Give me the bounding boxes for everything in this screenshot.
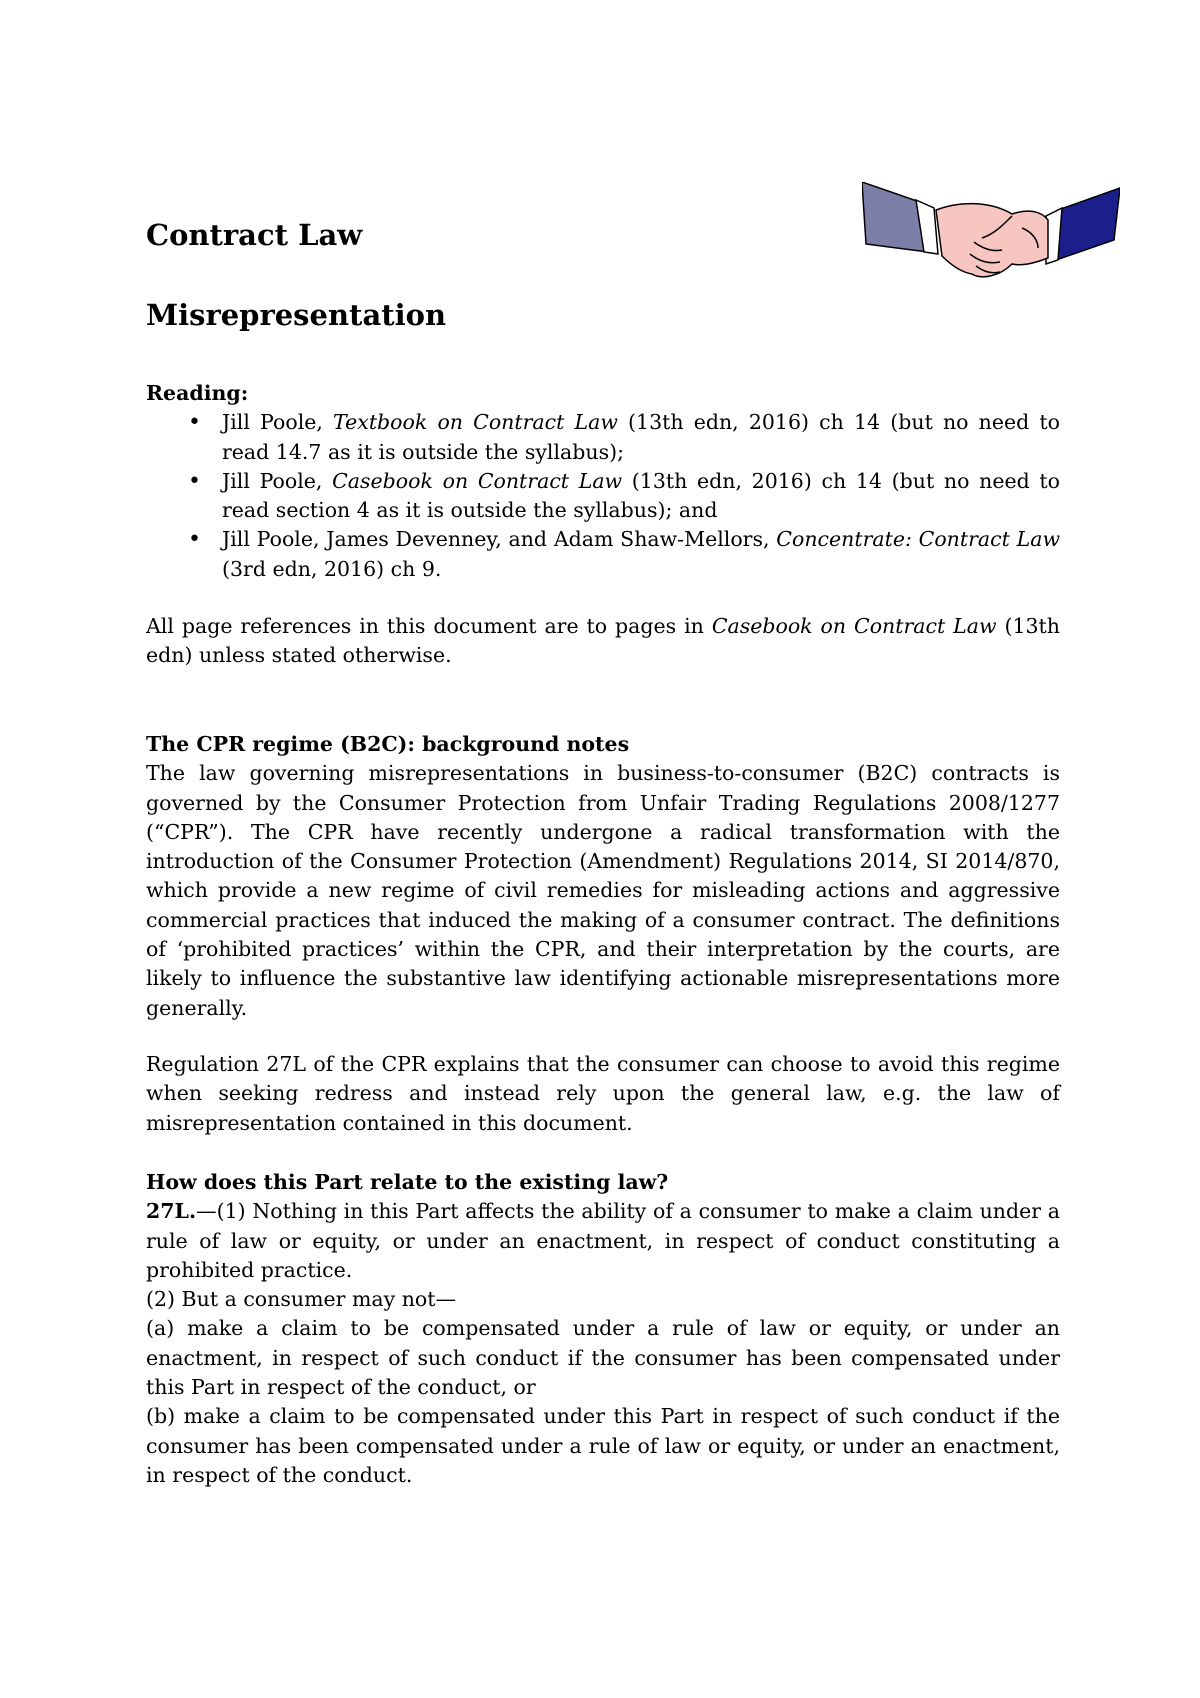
reading-list	[146, 408, 1060, 584]
reading-details: (13th edn, 2016) ch 14 (but no need to read section 4 as it is outside the syllabus); and	[222, 468, 1060, 523]
cpr-heading: The CPR regime (B2C): background notes	[146, 732, 630, 756]
cpr-paragraph: The law governing misrepresentations in business-to-consumer (B2C) contracts is governed by the Consumer Protection from Unfair Trading Regulations 2008/1277 (“CPR”). The CPR have recently undergone a radical transformation with the introduction of the Consumer Protection (Amendment) Regulations 2014, SI 2014/870, which provide a new regime of civil remedies for misleading actions and aggressive commercial practices that induced the making of a consumer contract. The definitions of ‘prohibited practices’ within the CPR, and their interpretation by the courts, are likely to influence the substantive law identifying actionable misrepresentations more generally.	[146, 761, 1060, 1020]
bullet-icon	[188, 408, 208, 437]
reading-details: (3rd edn, 2016) ch 9.	[222, 556, 442, 581]
reading-work: Textbook on Contract Law	[333, 410, 618, 435]
list-item	[146, 408, 1060, 467]
reading-author: Jill Poole, James Devenney, and Adam Shaw-Mellors,	[222, 527, 777, 552]
regulation-clause-1: 27L.—(1) Nothing in this Part affects the ability of a consumer to make a claim under a rule of law or equity, or under an enactment, in respect of conduct constituting a prohibited practice.	[146, 1199, 1060, 1282]
list-item	[146, 525, 1060, 584]
reading-work: Concentrate: Contract Law	[776, 527, 1060, 552]
reading-author: Jill Poole,	[222, 468, 333, 493]
list-item	[146, 467, 1060, 526]
regulation-clause-2b: (b) make a claim to be compensated under this Part in respect of such conduct if the consumer has been compensated under a rule of law or equity, or under an enactment, in respect of the conduct.	[146, 1404, 1060, 1487]
relation-heading: How does this Part relate to the existing law?	[146, 1170, 669, 1194]
reading-section	[146, 379, 1060, 584]
handshake-icon	[862, 182, 1120, 290]
document-title: Contract Law	[146, 218, 363, 252]
reading-author: Jill Poole,	[222, 410, 334, 435]
regulation-paragraph: Regulation 27L of the CPR explains that the consumer can choose to avoid this regime when seeking redress and instead rely upon the general law, e.g. the law of misrepresentation contained in this document.	[146, 1052, 1060, 1135]
reading-details: (13th edn, 2016) ch 14 (but no need to read 14.7 as it is outside the syllabus);	[222, 410, 1060, 464]
bullet-icon	[188, 525, 208, 554]
reading-work: Casebook on Contract Law	[332, 468, 623, 493]
bullet-icon	[188, 467, 208, 496]
relation-section	[146, 1168, 1060, 1490]
cpr-section	[146, 730, 1060, 1023]
regulation-clause-2a: (a) make a claim to be compensated under a rule of law or equity, or under an enactment, in respect of such conduct if the consumer has been compensated under this Part in respect of the conduct, or	[146, 1316, 1060, 1400]
page-references-note: All page references in this document are to pages in Casebook on Contract Law (13th edn) unless stated otherwise.	[146, 614, 1061, 668]
regulation-number: 27L.	[146, 1199, 197, 1224]
regulation-clause-2: (2) But a consumer may not—	[146, 1287, 456, 1312]
reading-heading: Reading:	[146, 381, 249, 405]
document-subtitle: Misrepresentation	[146, 298, 447, 332]
